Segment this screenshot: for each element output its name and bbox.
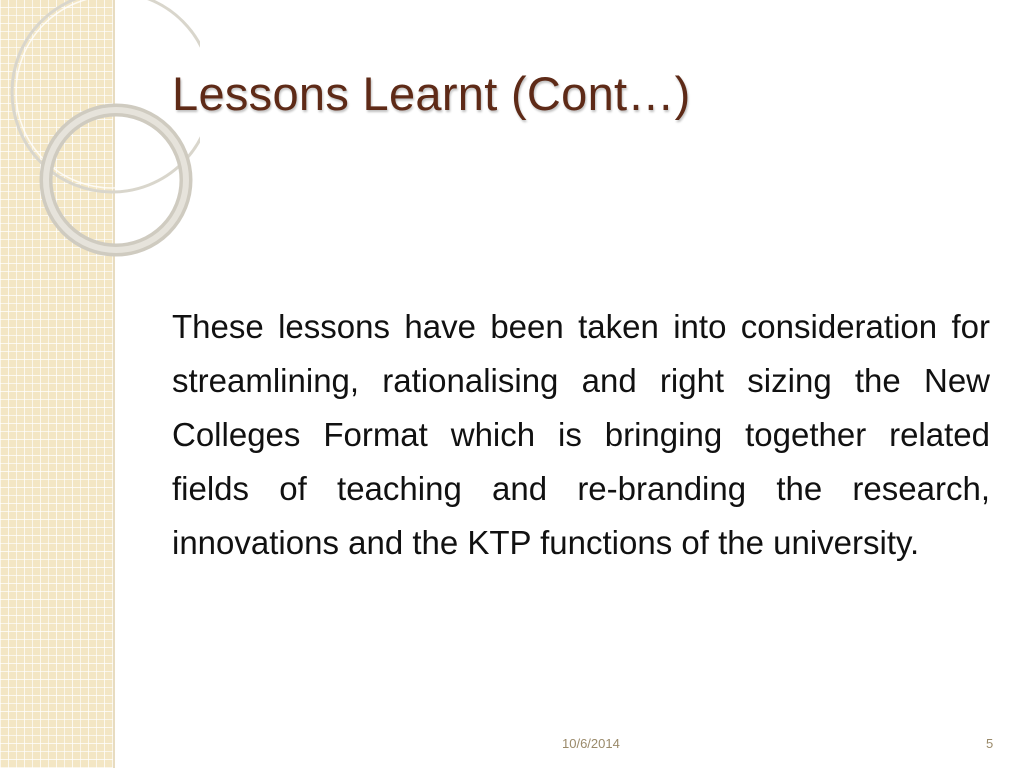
footer-date: 10/6/2014 [562,736,620,751]
footer-page-number: 5 [986,736,994,751]
slide-title: Lessons Learnt (Cont…) [172,67,691,120]
slide-body-text: These lessons have been taken into consideration for streamlining, rationalising and right sizing the New Colleges Format which is bringing together related fields of teaching and re-branding the research, innovations and the KTP functions of the university. [172,308,990,561]
decorative-rings [0,0,200,260]
